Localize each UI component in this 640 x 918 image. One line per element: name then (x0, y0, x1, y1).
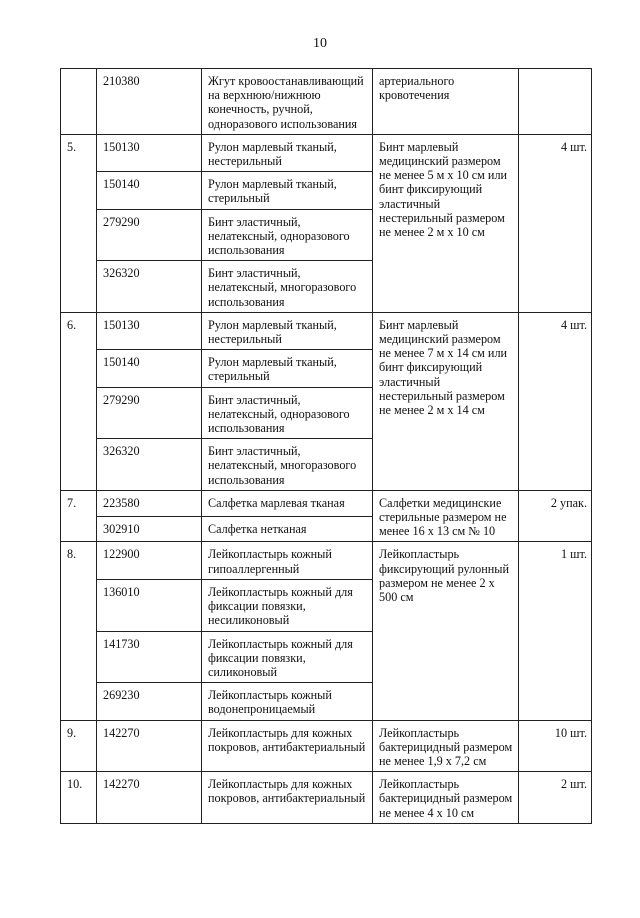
product-code-cell: 136010 (97, 579, 202, 631)
product-name-cell: Жгут кровоостанавливающий на верхнюю/нижнюю конечность, ручной, одноразового использования (202, 69, 373, 135)
product-code-cell: 326320 (97, 261, 202, 313)
product-code-cell: 210380 (97, 69, 202, 135)
table-row (61, 134, 592, 171)
product-name-cell: Бинт эластичный, нелатексный, одноразового использования (202, 209, 373, 261)
product-name-cell: Лейкопластырь для кожных покровов, антибактериальный (202, 720, 373, 772)
table-row (61, 490, 592, 516)
product-code-cell: 302910 (97, 516, 202, 542)
product-name-cell: Лейкопластырь кожный для фиксации повязки, силиконовый (202, 631, 373, 683)
product-name-cell: Салфетка нетканая (202, 516, 373, 542)
table-row (61, 720, 592, 772)
product-code-cell: 142270 (97, 772, 202, 824)
product-code-cell: 326320 (97, 439, 202, 491)
quantity-cell: 4 шт. (519, 134, 592, 312)
item-number-cell: 8. (61, 542, 97, 720)
product-code-cell: 141730 (97, 631, 202, 683)
item-number-cell: 10. (61, 772, 97, 824)
product-code-cell: 142270 (97, 720, 202, 772)
requirement-cell: Лейкопластырь фиксирующий рулонный размером не менее 2 х 500 см (373, 542, 519, 720)
product-code-cell: 269230 (97, 683, 202, 720)
product-code-cell: 223580 (97, 490, 202, 516)
table-row (61, 542, 592, 579)
product-code-cell: 150130 (97, 312, 202, 349)
product-code-cell: 279290 (97, 209, 202, 261)
item-number-cell: 9. (61, 720, 97, 772)
item-number-cell: 7. (61, 490, 97, 542)
item-number-cell: 6. (61, 312, 97, 490)
product-name-cell: Рулон марлевый тканый, нестерильный (202, 312, 373, 349)
requirement-cell: Салфетки медицинские стерильные размером не менее 16 х 13 см № 10 (373, 490, 519, 542)
product-name-cell: Лейкопластырь кожный гипоаллергенный (202, 542, 373, 579)
product-name-cell: Бинт эластичный, нелатексный, многоразового использования (202, 261, 373, 313)
quantity-cell: 1 шт. (519, 542, 592, 720)
page-number: 10 (313, 36, 327, 51)
product-code-cell: 150140 (97, 350, 202, 387)
product-code-cell: 122900 (97, 542, 202, 579)
product-code-cell: 150140 (97, 172, 202, 209)
product-name-cell: Салфетка марлевая тканая (202, 490, 373, 516)
requirement-cell: Бинт марлевый медицинский размером не менее 7 м х 14 см или бинт фиксирующий эластичный нестерильный размером не менее 2 м х 14 см (373, 312, 519, 490)
product-code-cell: 150130 (97, 134, 202, 171)
product-name-cell: Рулон марлевый тканый, стерильный (202, 350, 373, 387)
requirement-cell: Лейкопластырь бактерицидный размером не менее 1,9 х 7,2 см (373, 720, 519, 772)
product-name-cell: Бинт эластичный, нелатексный, одноразового использования (202, 387, 373, 439)
product-name-cell: Лейкопластырь кожный водонепроницаемый (202, 683, 373, 720)
table-row (61, 69, 592, 135)
quantity-cell (519, 69, 592, 135)
product-name-cell: Лейкопластырь для кожных покровов, антибактериальный (202, 772, 373, 824)
table-row (61, 312, 592, 349)
requirement-cell: Лейкопластырь бактерицидный размером не менее 4 х 10 см (373, 772, 519, 824)
requirement-cell: артериального кровотечения (373, 69, 519, 135)
quantity-cell: 10 шт. (519, 720, 592, 772)
product-name-cell: Рулон марлевый тканый, стерильный (202, 172, 373, 209)
quantity-cell: 2 шт. (519, 772, 592, 824)
quantity-cell: 2 упак. (519, 490, 592, 542)
product-code-cell: 279290 (97, 387, 202, 439)
table-body (61, 69, 592, 824)
medical-kit-table (60, 68, 592, 824)
table-row (61, 772, 592, 824)
product-name-cell: Рулон марлевый тканый, нестерильный (202, 134, 373, 171)
product-name-cell: Лейкопластырь кожный для фиксации повязки, несиликоновый (202, 579, 373, 631)
requirement-cell: Бинт марлевый медицинский размером не менее 5 м х 10 см или бинт фиксирующий эластичный нестерильный размером не менее 2 м х 10 см (373, 134, 519, 312)
quantity-cell: 4 шт. (519, 312, 592, 490)
item-number-cell (61, 69, 97, 135)
product-name-cell: Бинт эластичный, нелатексный, многоразового использования (202, 439, 373, 491)
item-number-cell: 5. (61, 134, 97, 312)
